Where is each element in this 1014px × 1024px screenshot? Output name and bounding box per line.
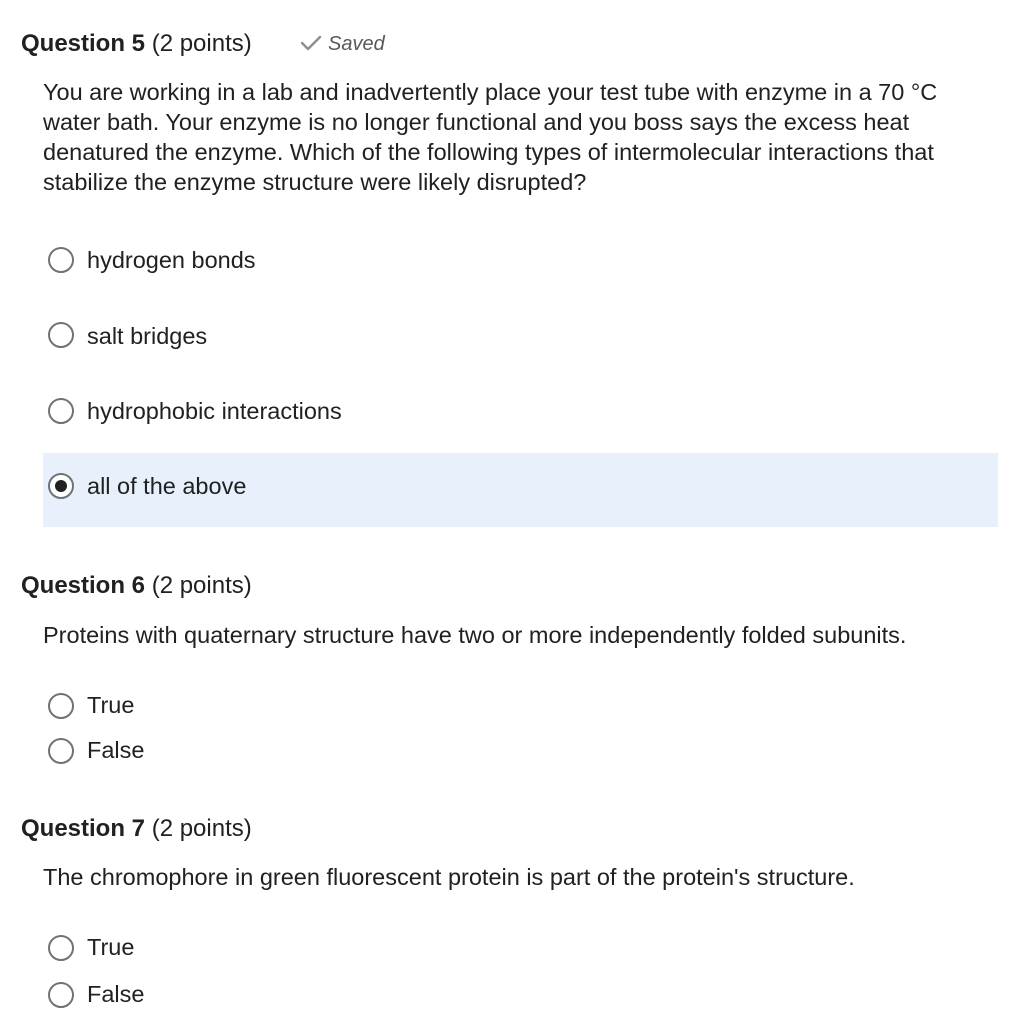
option-label[interactable]: False xyxy=(87,737,145,763)
option-label[interactable]: True xyxy=(87,692,135,718)
saved-label: Saved xyxy=(328,33,385,55)
question-title: Question 7 xyxy=(21,815,146,842)
option-label[interactable]: True xyxy=(87,934,135,960)
answer-option-true[interactable] xyxy=(43,925,998,971)
option-label[interactable]: salt bridges xyxy=(87,323,208,349)
option-label[interactable]: all of the above xyxy=(87,473,247,499)
question-points: (2 points) xyxy=(151,815,252,842)
question-text: Proteins with quaternary structure have two or more independently folded subunits. xyxy=(43,622,907,648)
answer-option-false[interactable] xyxy=(43,971,998,1017)
question-points: (2 points) xyxy=(151,572,252,599)
option-label[interactable]: hydrophobic interactions xyxy=(87,398,342,424)
option-label[interactable]: False xyxy=(87,981,145,1007)
radio-button[interactable] xyxy=(48,935,74,961)
question-title: Question 6 xyxy=(21,572,146,599)
question-points: (2 points) xyxy=(151,30,252,57)
question-text: You are working in a lab and inadvertently place your test tube with enzyme in a 70 °C water bath. Your enzyme is no longer functional and you boss says the excess heat denatured the enzyme. Which of the following types of intermolecular interactions that stabilize the enzyme structure were likely disrupted? xyxy=(43,79,938,195)
question-header xyxy=(21,814,252,844)
question-text: The chromophore in green fluorescent protein is part of the protein's structure. xyxy=(43,864,855,890)
radio-button[interactable] xyxy=(48,982,74,1008)
option-label[interactable]: hydrogen bonds xyxy=(87,247,256,273)
question-title: Question 5 xyxy=(21,30,146,57)
